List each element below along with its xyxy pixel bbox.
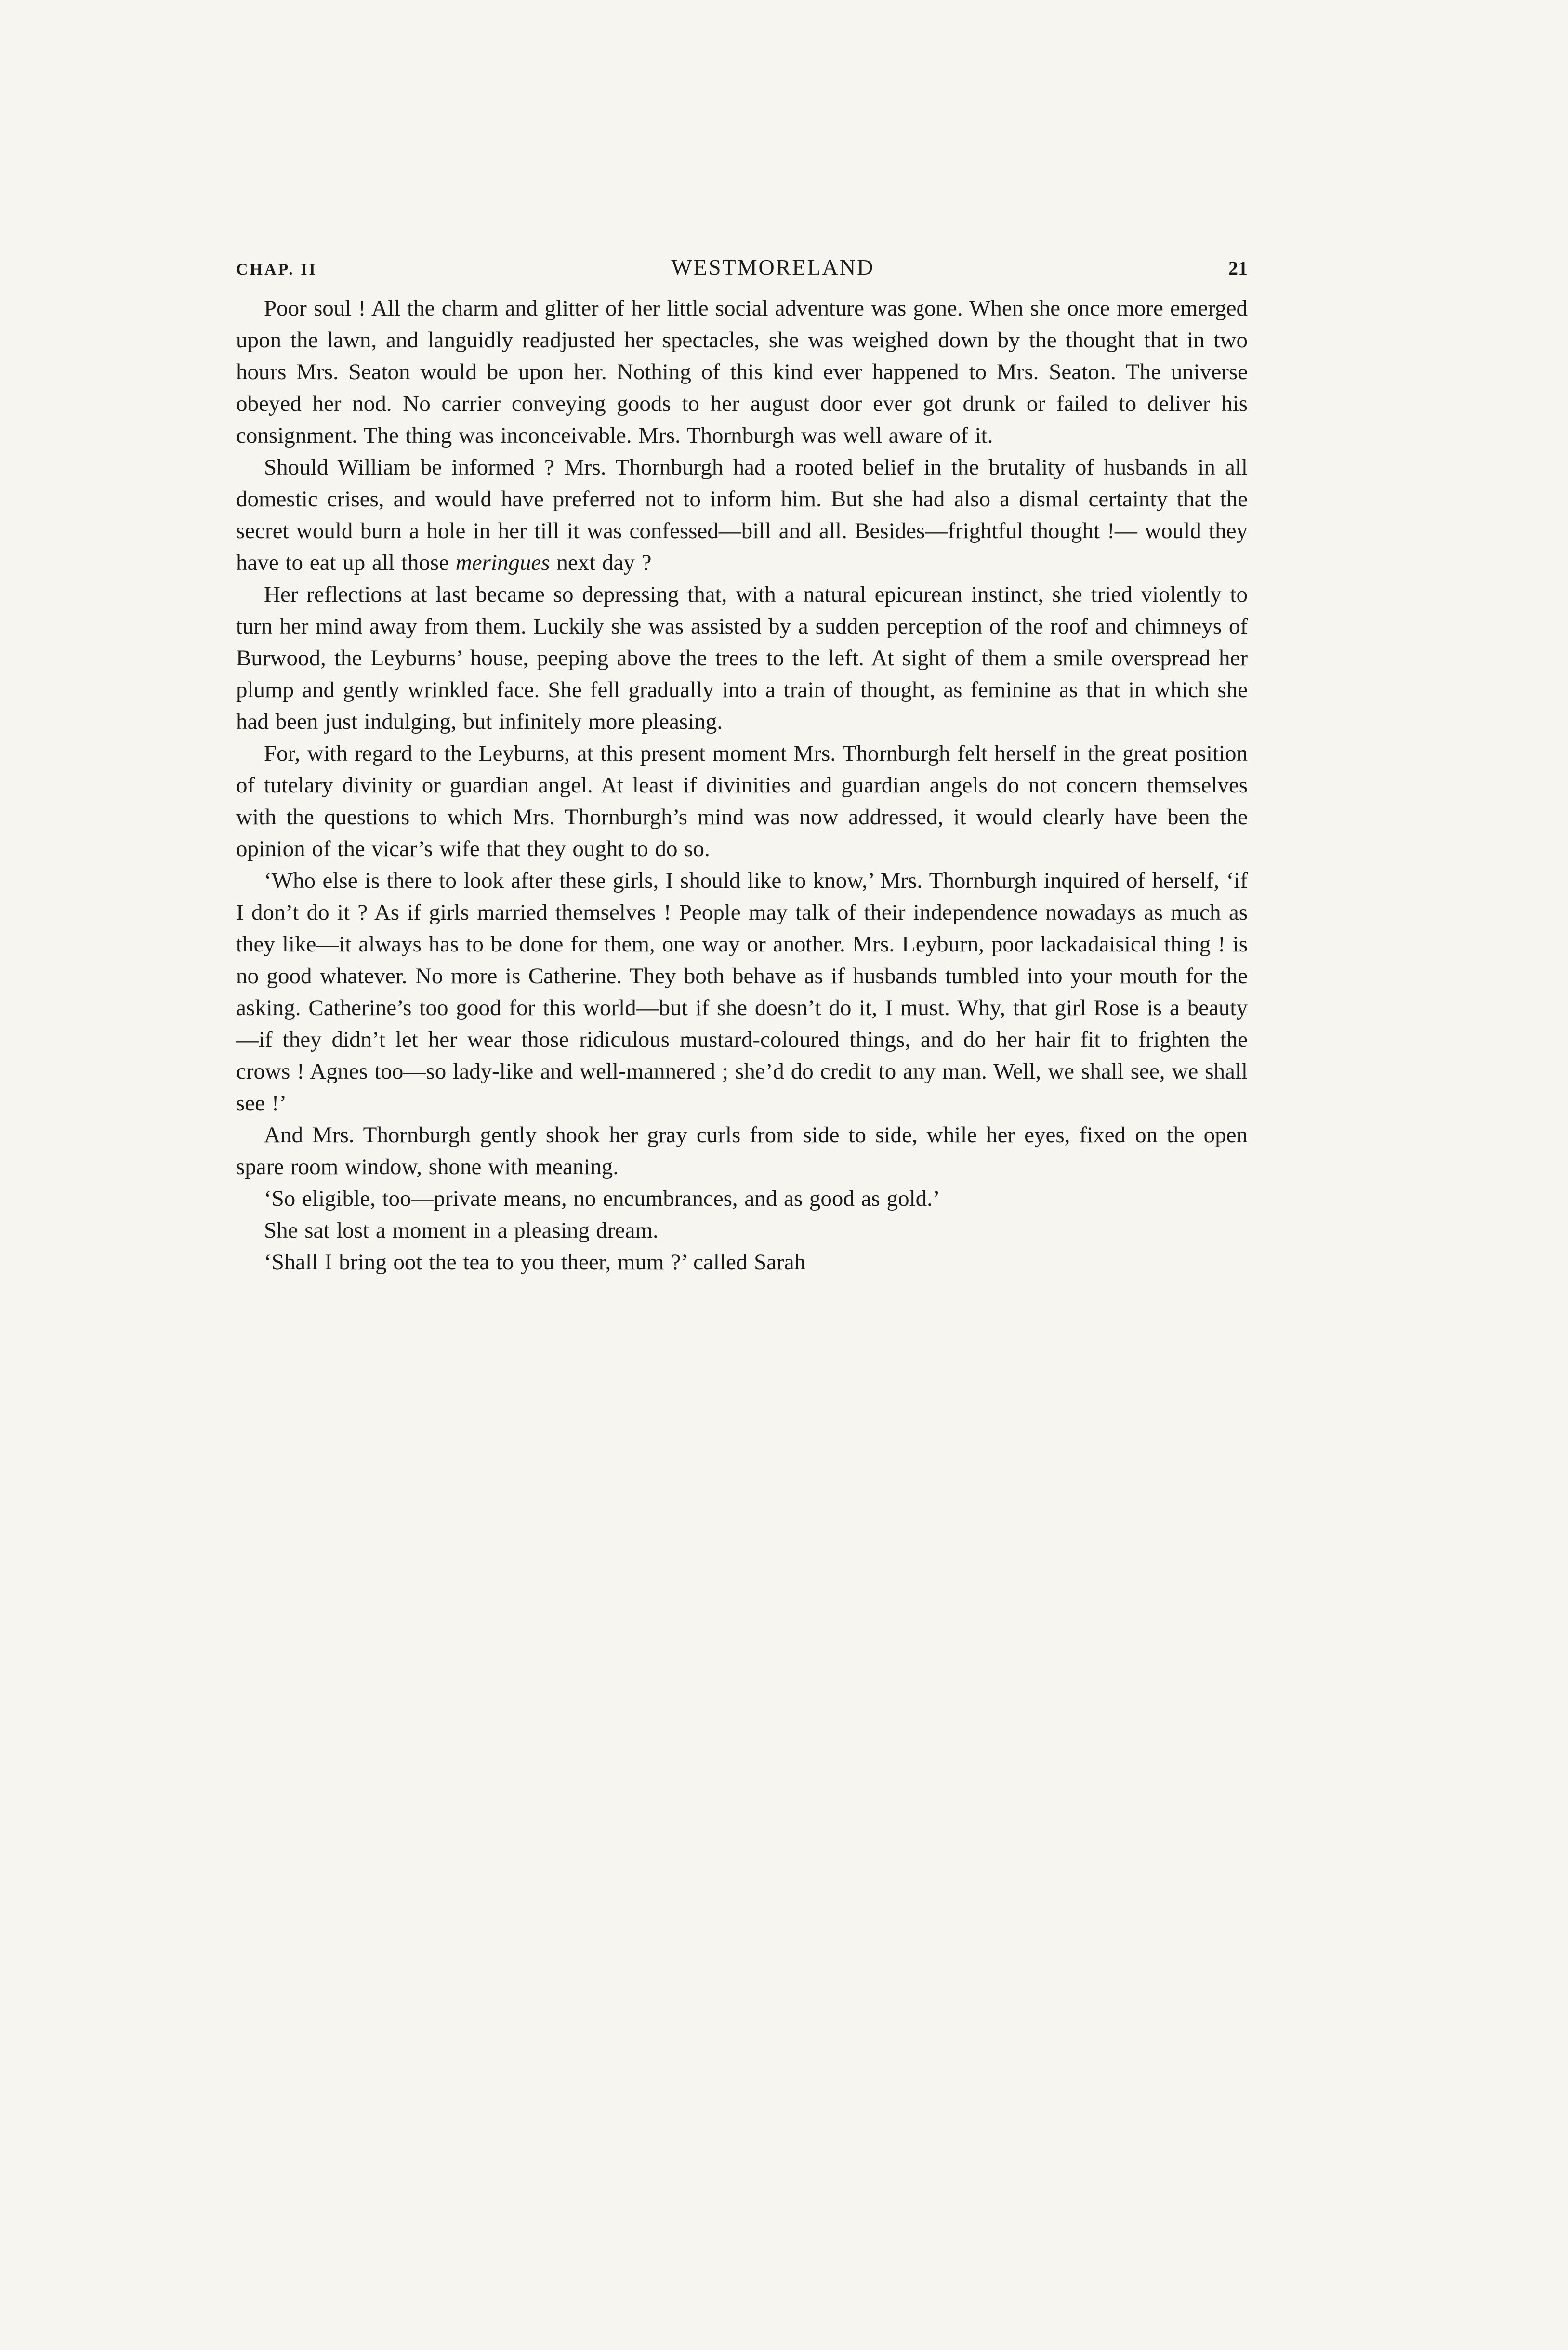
page-content [236, 254, 1248, 1278]
page-title: WESTMORELAND [671, 255, 875, 279]
paragraph-9 [236, 1246, 1248, 1278]
paragraph-text: ‘Who else is there to look after these girls, I should like to know,’ Mrs. Thornburgh inquired of herself, ‘if I don’t do it ? As if girls married themselves ! People may talk of their independence nowadays as much as they like—it always has to be done for them, one way or another. Mrs. Leyburn, poor lackadaisical thing ! is no good whatever. No more is Catherine. They both behave as if husbands tumbled into your mouth for the asking. Catherine’s too good for this world—but if she doesn’t do it, I must. Why, that girl Rose is a beauty—if they didn’t let her wear those ridiculous mustard-coloured things, and do her hair fit to frighten the crows ! Agnes too—so lady-like and well-mannered ; she’d do credit to any man. Well, we shall see, we shall see !’ [236, 868, 1248, 1116]
paragraph-6 [236, 1119, 1248, 1183]
paragraph-1 [236, 292, 1248, 451]
paragraph-7 [236, 1183, 1248, 1215]
page-header [236, 254, 1248, 280]
paragraph-text: next day ? [550, 550, 652, 575]
paragraph-text: And Mrs. Thornburgh gently shook her gray curls from side to side, while her eyes, fixed on the open spare room window, shone with meaning. [236, 1122, 1248, 1179]
paragraph-text: ‘So eligible, too—private means, no encumbrances, and as good as gold.’ [264, 1186, 940, 1211]
paragraph-text: ‘Shall I bring oot the tea to you theer, mum ?’ called Sarah [264, 1250, 806, 1275]
paragraph-text: For, with regard to the Leyburns, at this present moment Mrs. Thornburgh felt herself in the great position of tutelary divinity or guardian angel. At least if divinities and guardian angels do not concern themselves with the questions to which Mrs. Thornburgh’s mind was now addressed, it would clearly have been the opinion of the vicar’s wife that they ought to do so. [236, 741, 1248, 861]
paragraph-2 [236, 451, 1248, 579]
paragraph-4 [236, 738, 1248, 865]
page-number: 21 [1228, 257, 1248, 279]
paragraph-text: Her reflections at last became so depressing that, with a natural epicurean instinct, she tried violently to turn her mind away from them. Luckily she was assisted by a sudden perception of the roof and chimneys of Burwood, the Leyburns’ house, peeping above the trees to the left. At sight of them a smile overspread her plump and gently wrinkled face. She fell gradually into a train of thought, as feminine as that in which she had been just indulging, but infinitely more pleasing. [236, 582, 1248, 734]
body-text [236, 292, 1248, 1278]
paragraph-text: Poor soul ! All the charm and glitter of her little social adventure was gone. When she once more emerged upon the lawn, and languidly readjusted her spectacles, she was weighed down by the thought that in two hours Mrs. Seaton would be upon her. Nothing of this kind ever happened to Mrs. Seaton. The universe obeyed her nod. No carrier conveying goods to her august door ever got drunk or failed to deliver his consignment. The thing was inconceivable. Mrs. Thornburgh was well aware of it. [236, 296, 1248, 448]
paragraph-5 [236, 865, 1248, 1119]
paragraph-8 [236, 1215, 1248, 1246]
paragraph-text: Should William be informed ? Mrs. Thornburgh had a rooted belief in the brutality of husbands in all domestic crises, and would have preferred not to inform him. But she had also a dismal certainty that the secret would burn a hole in her till it was confessed—bill and all. Besides—frightful thought !— would they have to eat up all those [236, 455, 1248, 575]
paragraph-3 [236, 579, 1248, 738]
chapter-label: CHAP. II [236, 261, 317, 278]
paragraph-text: She sat lost a moment in a pleasing dream. [264, 1218, 659, 1243]
italic-word-meringues: meringues [455, 550, 550, 575]
